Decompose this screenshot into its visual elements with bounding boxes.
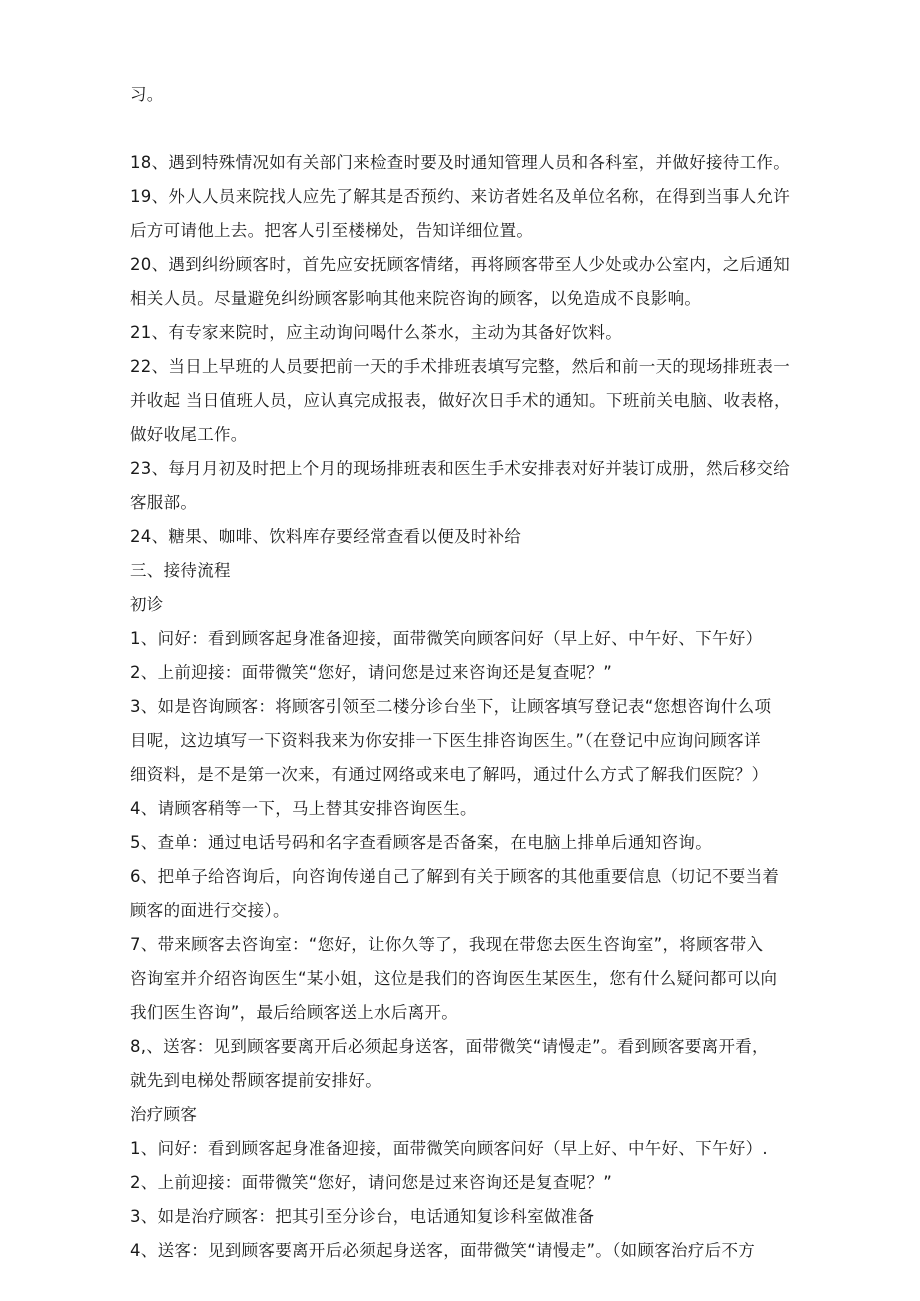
text-line: 目呢，这边填写一下资料我来为你安排一下医生排咨询医生。”（在登记中应询问顾客详 bbox=[130, 731, 761, 750]
text-line: 就先到电梯处帮顾客提前安排好。 bbox=[130, 1071, 382, 1090]
text-line: 3、如是咨询顾客：将顾客引领至二楼分诊台坐下，让顾客填写登记表“您想咨询什么项 bbox=[130, 697, 772, 716]
text-line: 细资料，是不是第一次来，有通过网络或来电了解吗，通过什么方式了解我们医院？） bbox=[130, 765, 769, 784]
text-line: 1、问好：看到顾客起身准备迎接，面带微笑向顾客问好（早上好、中午好、下午好）. bbox=[130, 1139, 768, 1158]
blank-line bbox=[130, 112, 790, 146]
text-line: 2、上前迎接：面带微笑“您好，请问您是过来咨询还是复查呢？” bbox=[130, 1173, 613, 1192]
text-line: 并收起 当日值班人员，应认真完成报表，做好次日手术的通知。下班前关电脑、收表格， bbox=[130, 391, 791, 410]
text-line: 3、如是治疗顾客：把其引至分诊台，电话通知复诊科室做准备 bbox=[130, 1207, 595, 1226]
text-line: 做好收尾工作。 bbox=[130, 425, 248, 444]
text-line: 5、查单：通过电话号码和名字查看顾客是否备案，在电脑上排单后通知咨询。 bbox=[130, 833, 712, 852]
text-line: 顾客的面进行交接）。 bbox=[130, 901, 290, 920]
text-line: 治疗顾客 bbox=[130, 1105, 198, 1124]
text-line: 4、送客：见到顾客要离开后必须起身送客，面带微笑“请慢走”。（如顾客治疗后不方 bbox=[130, 1241, 756, 1260]
text-line: 客服部。 bbox=[130, 493, 198, 512]
text-line: 后方可请他上去。把客人引至楼梯处，告知详细位置。 bbox=[130, 221, 534, 240]
text-line: 4、请顾客稍等一下，马上替其安排咨询医生。 bbox=[130, 799, 477, 818]
text-line: 21、有专家来院时，应主动询问喝什么茶水，主动为其备好饮料。 bbox=[130, 323, 622, 342]
text-line: 2、上前迎接：面带微笑“您好，请问您是过来咨询还是复查呢？” bbox=[130, 663, 613, 682]
text-line: 6、把单子给咨询后，向咨询传递自己了解到有关于顾客的其他重要信息（切记不要当着 bbox=[130, 867, 780, 886]
text-line: 三、接待流程 bbox=[130, 561, 231, 580]
text-line: 18、遇到特殊情况如有关部门来检查时要及时通知管理人员和各科室，并做好接待工作。 bbox=[130, 153, 790, 172]
text-line: 24、糖果、咖啡、饮料库存要经常查看以便及时补给 bbox=[130, 527, 522, 546]
text-line: 20、遇到纠纷顾客时，首先应安抚顾客情绪，再将顾客带至人少处或办公室内，之后通知 bbox=[130, 255, 790, 274]
text-line: 相关人员。尽量避免纠纷顾客影响其他来院咨询的顾客，以免造成不良影响。 bbox=[130, 289, 702, 308]
text-line: 8,、送客：见到顾客要离开后必须起身送客，面带微笑“请慢走”。看到顾客要离开看， bbox=[130, 1037, 769, 1056]
text-line: 7、带来顾客去咨询室：“您好，让你久等了，我现在带您去医生咨询室”，将顾客带入 bbox=[130, 935, 764, 954]
text-line: 22、当日上早班的人员要把前一天的手术排班表填写完整，然后和前一天的现场排班表一 bbox=[130, 357, 790, 376]
text-line: 初诊 bbox=[130, 595, 164, 614]
text-line: 咨询室并介绍咨询医生“某小姐，这位是我们的咨询医生某医生，您有什么疑问都可以向 bbox=[130, 969, 778, 988]
text-line: 19、外人人员来院找人应先了解其是否预约、来访者姓名及单位名称，在得到当事人允许 bbox=[130, 187, 790, 206]
text-line: 23、每月月初及时把上个月的现场排班表和医生手术安排表对好并装订成册，然后移交给 bbox=[130, 459, 790, 478]
text-line: 1、问好：看到顾客起身准备迎接，面带微笑向顾客问好（早上好、中午好、下午好） bbox=[130, 629, 763, 648]
text-line: 习。 bbox=[130, 85, 164, 104]
text-line: 我们医生咨询”，最后给顾客送上水后离开。 bbox=[130, 1003, 459, 1022]
